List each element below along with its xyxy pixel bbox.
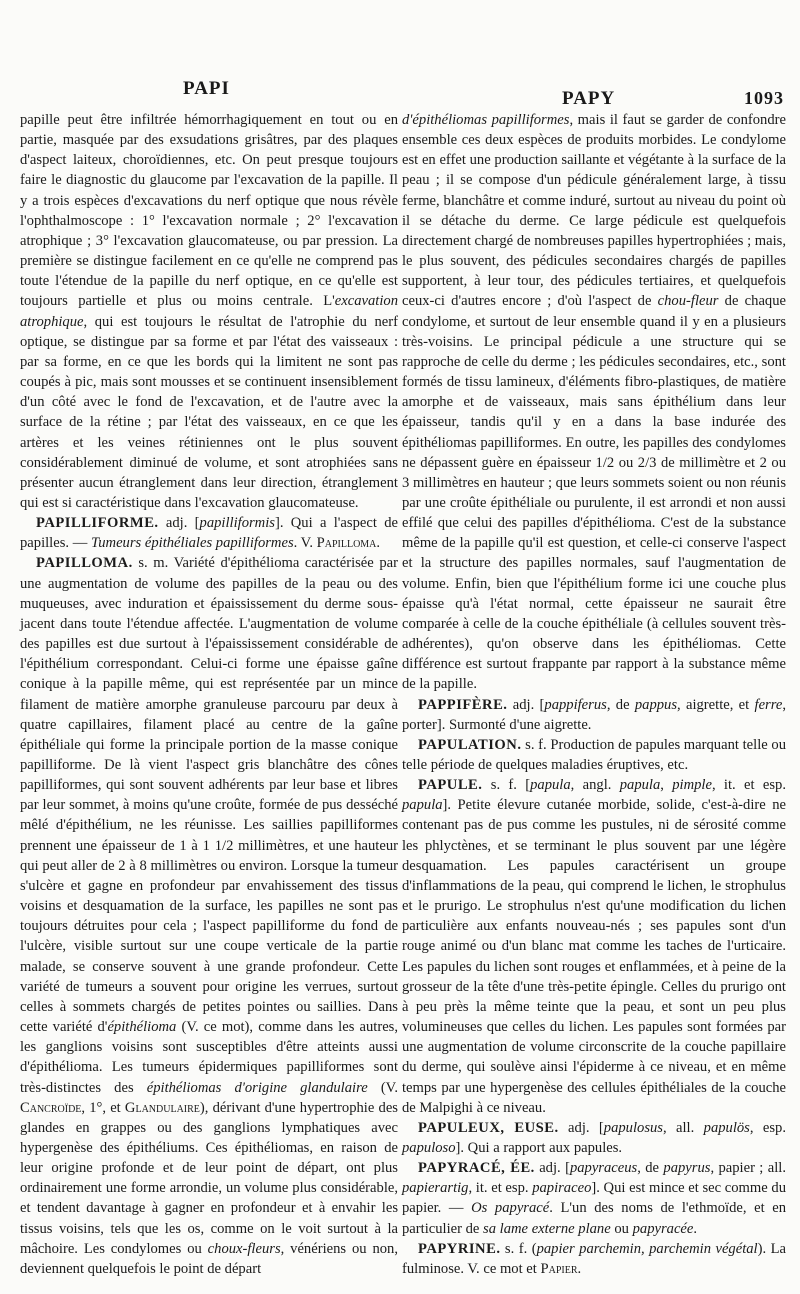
headword: PAPULATION. [418,736,522,753]
entry-pappifere: PAPPIFÈRE. adj. [pappiferus, de pappus, aigrette, et ferre, porter]. Surmonté d'une aigrette. [402,696,786,733]
running-head-right: PAPY [562,88,616,109]
entry-continuation-papilloma: d'épithéliomas papilliformes, mais il faut se garder de confondre ensemble ces deux espèces de produits morbides. Le condylome est en effet une production saillante et végétante à la surface de la peau ; il se compose d'un pédicule généralement large, à tissu ferme, blanchâtre et comme induré, surtout au niveau du point où il se détache du derme. Ce large pédicule est quelquefois directement chargé de nombreuses papilles hypertrophiées ; mais, le plus souvent, des pédicules secondaires chargés de papilles supportent, à leur tour, des pédicules tertiaires, et quelquefois ceux-ci d'autres encore ; d'où l'aspect de chou-fleur de chaque condylome, et surtout de leur ensemble quand il y en a plusieurs très-voisins. Le principal pédicule a une structure qui se rapproche de celle du derme ; les pédicules secondaires, etc., sont formés de tissu lamineux, d'éléments fibro-plastiques, de matière amorphe et de vaisseaux, mais sans épithélium dans leur épaisseur, tandis qu'il y en a dans la base indurée des épithéliomas papilliformes. En outre, les papilles des condylomes ne dépassent guère en épaisseur 1/2 ou 2/3 de millimètre et 2 ou 3 millimètres en hauteur ; que leurs sommets soient ou non réunis par une croûte épithéliale ou purulente, il est arrondi et non aussi effilé que celui des papilles d'épithélioma. C'est de la substance même de la papille qu'il est question, et celle-ci conserve l'aspect et la structure des papilles normales, sauf l'augmentation de volume. Enfin, bien que l'épithélium forme ici une couche plus épaisse qu'à l'état normal, cette épaisseur ne saurait être comparée à celle de la couche épithéliale (à cellules souvent très-adhérentes), qu'on observe dans les épithéliomas. Cette différence est surtout frappante par rapport à la substance même de la papille. [402,112,786,693]
entry-papyrine: PAPYRINE. s. f. (papier parchemin, parchemin végétal). La fulminose. V. ce mot et Papier. [402,1240,786,1277]
entry-continuation-papille: papille peut être infiltrée hémorrhagiquement en tout ou en partie, masquée par des exsudations grisâtres, par des plaques d'aspect laiteux, choroïdiennes, etc. On peut presque toujours faire le diagnostic du glaucome par l'excavation de la papille. Il y a trois espèces d'excavations du nerf optique que nous révèle l'ophthalmoscope : 1° l'excavation normale ; 2° l'excavation atrophique ; 3° l'excavation glaucomateuse, ou par pression. La première se distingue facilement en ce qu'elle ne comprend pas toute l'étendue de la papille du nerf optique, en ce qu'elle est toujours partielle et plus ou moins centrale. L'excavation atrophique, qui est toujours le résultat de l'atrophie du nerf optique, se distingue par sa forme et par l'état des vaisseaux : par sa forme, en ce que les bords qui la limitent ne sont pas coupés à pic, mais sont mousses et se continuent insensiblement d'un côté avec le fond de l'excavation, et de l'autre avec la surface de la rétine ; par l'état des vaisseaux, en ce que les artères et les veines rétiniennes ont le plus souvent considérablement diminué de volume, et sont atrophiées sans présenter aucun étranglement dans leur direction, étranglement qui est si caractéristique dans l'excavation glaucomateuse. [20,112,398,511]
entry-papilliforme: PAPILLIFORME. adj. [papilliformis]. Qui a l'aspect de papilles. — Tumeurs épithéliales papilliformes. V. Papilloma. [20,515,398,552]
left-column [20,110,398,1279]
headword: PAPPIFÈRE. [418,696,508,713]
entry-papulation: PAPULATION. s. f. Production de papules marquant telle ou telle période de quelques maladies éruptives, etc. [402,736,786,773]
headword: PAPILLOMA. [36,555,133,572]
entry-papilloma: PAPILLOMA. s. m. Variété d'épithélioma caractérisée par une augmentation de volume des papilles de la peau ou des muqueuses, avec induration et épaississement du derme sous-jacent dans toute l'étendue affectée. L'augmentation de volume des papilles est due surtout à l'épaississement considérable de l'épithélium correspondant. Celui-ci forme une épaisse gaîne conique à la papille même, qui est représentée par un mince filament de matière amorphe granuleuse parcouru par deux à quatre capillaires, filament placé au centre de la gaîne épithéliale qui forme la principale portion de la masse conique papilliforme. De là vient l'aspect gris blanchâtre des cônes papilliformes, qui sont souvent adhérents par leur base et libres par leur sommet, à moins qu'une croûte, formée de pus desséché mêlé d'épithélium, ne les réunisse. Les saillies papilliformes prennent une épaisseur de 1 à 1 1/2 millimètres, et une hauteur qui peut aller de 2 à 8 millimètres ou environ. Lorsque la tumeur s'ulcère et gagne en profondeur par envahissement des tissus voisins et desquamation de la surface, les papilles ne sont pas toujours détruites pour cela ; l'aspect papilliforme du fond de l'ulcère, visible surtout sur une coupe verticale de la partie malade, se conserve souvent à une grande profondeur. Cette variété de tumeurs a souvent pour origine les verrues, surtout celles à sommets chargés de petites pointes ou saillies. Dans cette variété d'épithélioma (V. ce mot), comme dans les autres, les ganglions voisins sont susceptibles d'être atteints aussi d'épithélioma. Les tumeurs épidermiques papilliformes sont très-distinctes des épithéliomas d'origine glandulaire (V. Cancroïde, 1°, et Glandulaire), dérivant d'une hypertrophie des glandes en grappes ou des ganglions lymphatiques avec hypergenèse des épithéliums. Ces épithéliomas, en raison de leur origine profonde et de leur point de départ, ont plus ordinairement une forme arrondie, un volume plus considérable, et tendent davantage à gagner en profondeur et à envahir les tissus voisins, tels que les os, comme on le voit surtout à la mâchoire. Les condylomes ou choux-fleurs, vénériens ou non, deviennent quelquefois le point de départ [20,555,399,1277]
headword: PAPYRINE. [418,1240,501,1257]
entry-papyrace: PAPYRACÉ, ÉE. adj. [papyraceus, de papyrus, papier ; all. papierartig, it. et esp. papiraceo]. Qui est mince et sec comme du papier. — Os papyracé. L'un des noms de l'ethmoïde, et en particulier de sa lame externe plane ou papyracée. [402,1160,787,1237]
headword: PAPULEUX, EUSE. [418,1119,559,1136]
headword: PAPULE. [418,777,483,794]
headword: PAPYRACÉ, ÉE. [418,1160,535,1177]
entry-papule: PAPULE. s. f. [papula, angl. papula, pimple, it. et esp. papula]. Petite élevure cutanée morbide, solide, c'est-à-dire ne contenant pas de pus comme les pustules, ni de sérosité comme les phlyctènes, et se terminant le plus souvent par une légère desquamation. Les papules caractérisent un groupe d'inflammations de la peau, qui comprend le lichen, le strophulus et le prurigo. Le strophulus n'est qu'une modification du lichen particulière aux enfants nouveau-nés ; ses papules sont d'un rouge animé ou d'un blanc mat comme les taches de l'urticaire. Les papules du lichen sont rouges et enflammées, et à peine de la grosseur de la tête d'une très-petite épingle. Celles du prurigo ont à peu près la même teinte que la peau, et sont un peu plus volumineuses que celles du lichen. Les papules sont formées par une augmentation de volume circonscrite de la couche papillaire du derme, qui soulève ainsi l'épiderme à ce niveau, et en même temps par une hypergenèse des cellules épithéliales de la couche de Malpighi à ce niveau. [402,777,786,1116]
headword: PAPILLIFORME. [36,515,159,532]
page-number: 1093 [744,88,784,108]
running-head-left: PAPI [183,78,230,99]
entry-papuleux: PAPULEUX, EUSE. adj. [papulosus, all. papulös, esp. papuloso]. Qui a rapport aux papules. [402,1119,786,1156]
right-column [402,110,786,1279]
